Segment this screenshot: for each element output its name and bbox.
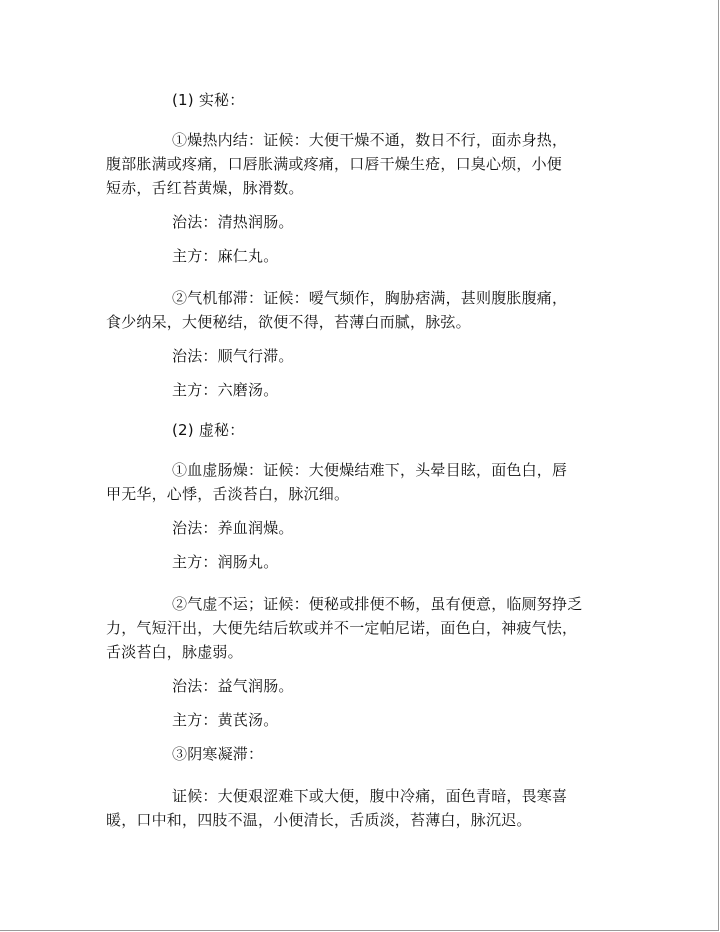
paragraph-line: 食少纳呆，大便秘结，欲便不得，苔薄白而腻，脉弦。 (106, 313, 471, 331)
paragraph-line: 证候：大便艰涩难下或大便，腹中冷痛，面色青暗，畏寒喜 (172, 787, 568, 805)
formula-line: 主方：黄芪汤。 (172, 711, 279, 729)
paragraph-line: 舌淡苔白，脉虚弱。 (106, 643, 243, 661)
formula-line: 主方：润肠丸。 (172, 553, 279, 571)
paragraph-line: 腹部胀满或疼痛，口唇胀满或疼痛，口唇干燥生疮，口臭心烦，小便 (106, 155, 563, 173)
paragraph-line: 暖，口中和，四肢不温，小便清长，舌质淡，苔薄白，脉沉迟。 (106, 811, 532, 829)
formula-line: 主方：六磨汤。 (172, 381, 279, 399)
paragraph-line: ①燥热内结：证候：大便干燥不通，数日不行，面赤身热， (172, 131, 568, 149)
subheading-yin-cold: ③阴寒凝滞： (172, 745, 264, 763)
treatment-line: 治法：清热润肠。 (172, 213, 294, 231)
treatment-line: 治法：顺气行滞。 (172, 347, 294, 365)
section-title-real-constipation: (1) 实秘： (172, 91, 245, 109)
paragraph-line: 力，气短汗出，大便先结后软或并不一定帕尼诺，面色白，神疲气怯， (106, 619, 578, 637)
section-title-deficiency-constipation: (2) 虚秘： (172, 421, 245, 439)
formula-line: 主方：麻仁丸。 (172, 247, 279, 265)
treatment-line: 治法：益气润肠。 (172, 677, 294, 695)
paragraph-line: ①血虚肠燥：证候：大便燥结难下，头晕目眩，面色白，唇 (172, 461, 568, 479)
paragraph-line: ②气机郁滞：证候：嗳气频作，胸胁痞满，甚则腹胀腹痛， (172, 289, 568, 307)
treatment-line: 治法：养血润燥。 (172, 519, 294, 537)
paragraph-line: 甲无华，心悸，舌淡苔白，脉沉细。 (106, 485, 350, 503)
paragraph-line: 短赤，舌红苔黄燥，脉滑数。 (106, 179, 304, 197)
paragraph-line: ②气虚不运；证候：便秘或排便不畅，虽有便意，临厕努挣乏 (172, 595, 583, 613)
